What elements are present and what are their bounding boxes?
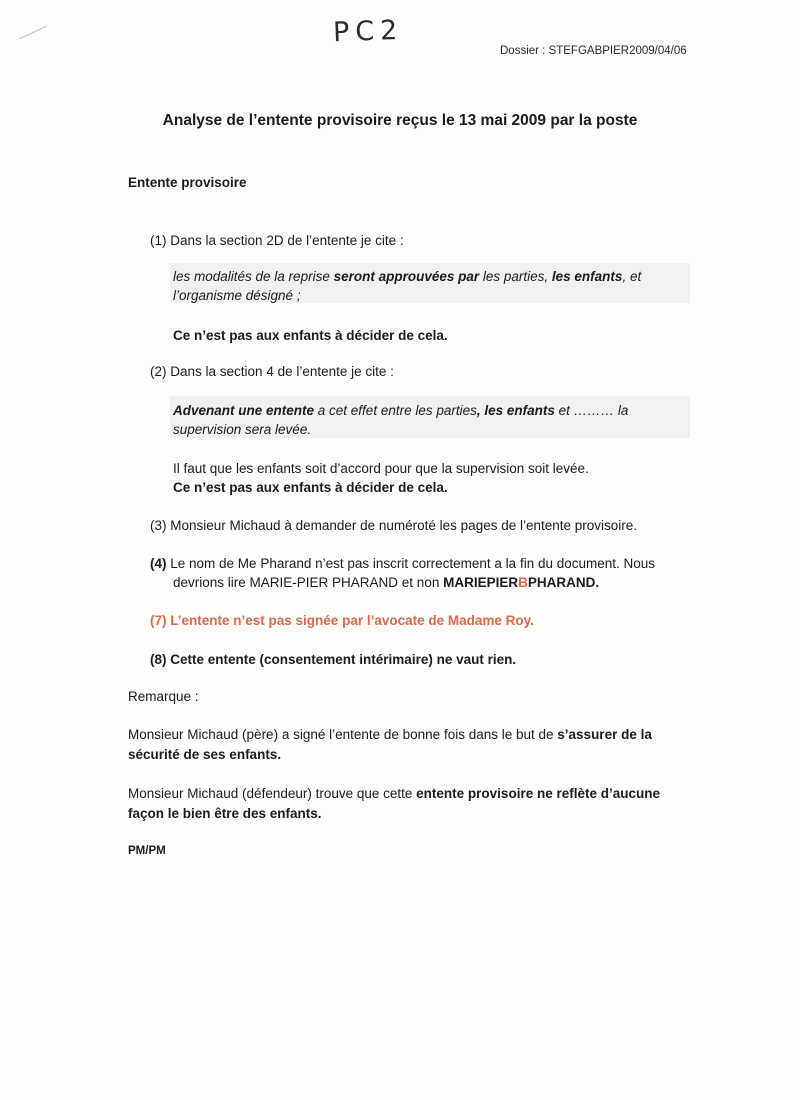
item-4 [150,554,655,573]
scan-mark [19,26,47,40]
initials: PM/PM [128,845,166,857]
dossier-reference: Dossier : STEFGABPIER2009/04/06 [500,45,687,57]
item-number: (4) [150,556,167,571]
item-2-remark-2: Ce n’est pas aux enfants à décider de cela. [173,480,448,495]
item-number: (7) [150,613,167,628]
item-1-quote-line-2: l’organisme désigné ; [173,288,301,303]
section-heading: Entente provisoire [128,175,247,190]
item-2-quote-line-2: supervision sera levée. [173,422,312,437]
item-text: Cette entente (consentement intérimaire) ne vaut rien. [170,652,517,667]
paragraph-2-line-2: façon le bien être des enfants. [128,806,322,821]
item-3 [150,516,637,535]
remarque-label: Remarque : [128,689,199,704]
item-number: (8) [150,652,167,667]
item-8 [150,650,516,669]
item-text: Dans la section 4 de l’entente je cite : [170,364,394,379]
item-1-remark: Ce n’est pas aux enfants à décider de cela. [173,328,448,343]
item-text: Monsieur Michaud à demander de numéroté les pages de l’entente provisoire. [170,518,638,533]
item-2-quote-line-1: Advenant une entente a cet effet entre les parties, les enfants et ……… la [173,403,629,418]
paragraph-1-line-1: Monsieur Michaud (père) a signé l’entente de bonne fois dans le but de s’assurer de la [128,727,652,742]
item-2 [150,362,394,381]
item-2-remark-1: Il faut que les enfants soit d’accord pour que la supervision soit levée. [173,461,589,476]
item-1 [150,231,404,250]
item-text: Le nom de Me Pharand n’est pas inscrit correctement a la fin du document. Nous [170,556,656,571]
document-title: Analyse de l’entente provisoire reçus le 13 mai 2009 par la poste [162,112,638,129]
item-1-quote-line-1: les modalités de la reprise seront approuvées par les parties, les enfants, et [173,269,642,284]
item-number: (2) [150,364,167,379]
item-4-line-2: devrions lire MARIE-PIER PHARAND et non MARIEPIERBPHARAND. [173,575,600,590]
item-number: (3) [150,518,167,533]
item-number: (1) [150,233,167,248]
handwritten-stamp: PC2 [332,14,404,49]
paragraph-1-line-2: sécurité de ses enfants. [128,747,282,762]
paragraph-2-line-1: Monsieur Michaud (défendeur) trouve que cette entente provisoire ne reflète d’aucune [128,786,660,801]
item-text: Dans la section 2D de l’entente je cite : [170,233,404,248]
item-7 [150,611,534,630]
item-text: L’entente n’est pas signée par l’avocate de Madame Roy. [170,613,534,628]
